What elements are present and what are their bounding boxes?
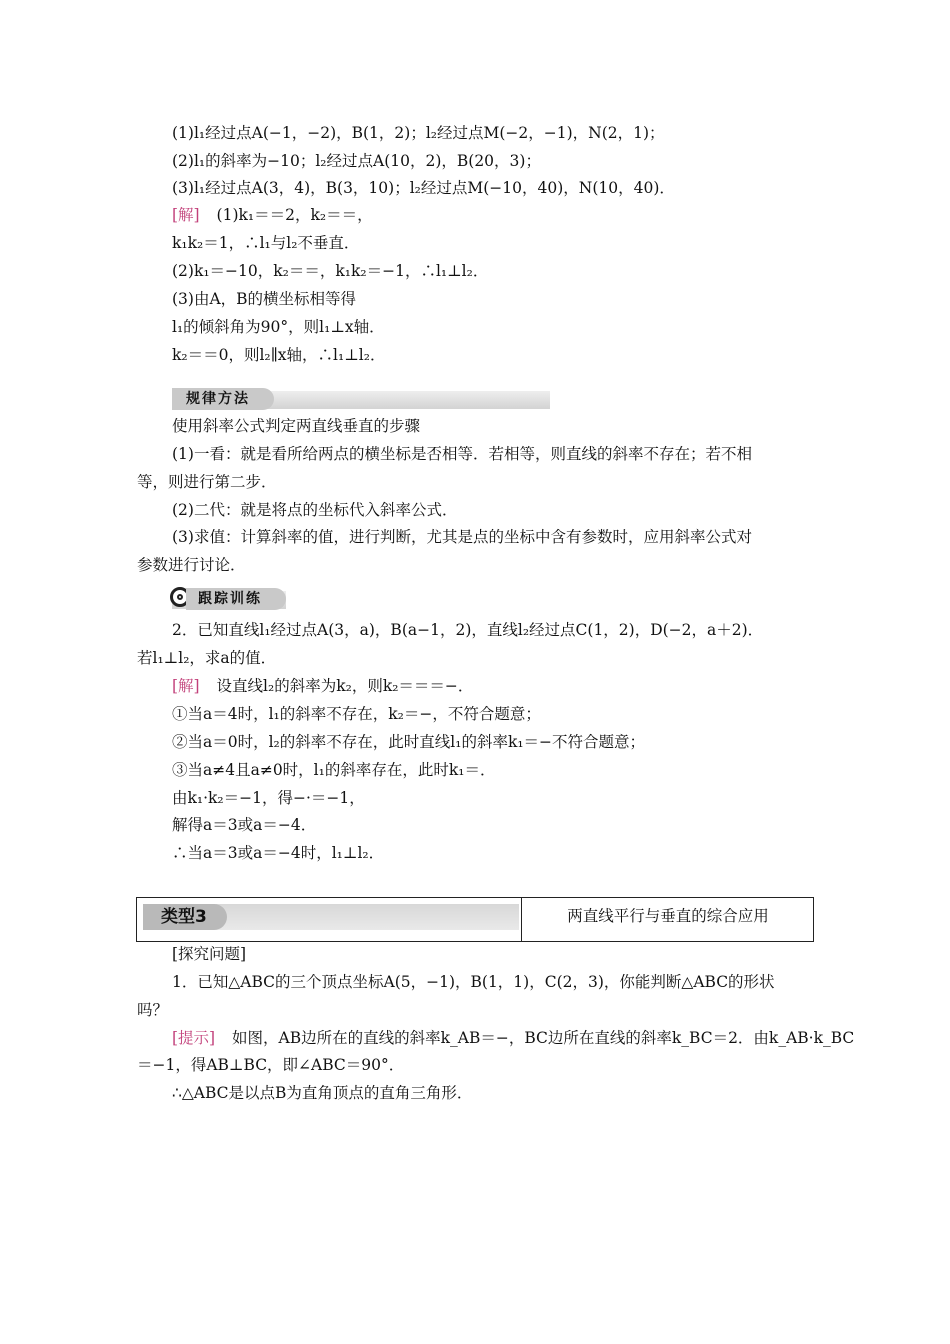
- text-line: 参数进行讨论．: [137, 556, 246, 574]
- text-line: ①当a＝4时，l₁的斜率不存在，k₂＝−，不符合题意；: [172, 705, 541, 723]
- text-line: 由k₁·k₂＝−1，得−·＝−1，: [172, 789, 365, 807]
- text-line: k₁k₂＝1，∴l₁与l₂不垂直．: [172, 234, 360, 252]
- solution-tag: [解]: [172, 206, 200, 224]
- solution-tag: [解]: [172, 677, 200, 695]
- text-line: 设直线l₂的斜率为k₂，则k₂＝＝＝−．: [216, 677, 474, 695]
- text-line: (1)k₁＝＝2，k₂＝＝，: [216, 206, 373, 224]
- method-banner-label: 规律方法: [172, 388, 274, 410]
- hint-tag: [提示]: [172, 1029, 216, 1047]
- hint-line: [172, 1028, 854, 1048]
- text-line: ＝−1，得AB⊥BC，即∠ABC＝90°．: [137, 1056, 405, 1074]
- text-line: ③当a≠4且a≠0时，l₁的斜率存在，此时k₁＝．: [172, 761, 496, 779]
- text-line: (3)l₁经过点A(3，4)，B(3，10)；l₂经过点M(−10，40)，N(10，40)．: [172, 179, 675, 197]
- type-label: 类型3: [143, 904, 227, 930]
- text-line: ∴当a＝3或a＝−4时，l₁⊥l₂．: [172, 844, 385, 862]
- text-line: (1)一看：就是看所给两点的横坐标是否相等．若相等，则直线的斜率不存在；若不相: [172, 445, 752, 463]
- text-line: 吗？: [137, 1001, 169, 1019]
- text-line: 解得a＝3或a＝−4．: [172, 816, 317, 834]
- type-title: 两直线平行与垂直的综合应用: [521, 898, 814, 941]
- text-line: ∴△ABC是以点B为直角顶点的直角三角形．: [172, 1084, 473, 1102]
- training-banner: [172, 591, 286, 609]
- text-line: (2)l₁的斜率为−10；l₂经过点A(10，2)，B(20，3)；: [172, 152, 541, 170]
- text-line: (3)由A，B的横坐标相等得: [172, 290, 357, 308]
- text-line: ②当a＝0时，l₂的斜率不存在，此时直线l₁的斜率k₁＝−不符合题意；: [172, 733, 646, 751]
- solution-line: [172, 676, 473, 696]
- type-header-box: [136, 897, 814, 942]
- text-line: 若l₁⊥l₂，求a的值．: [137, 649, 277, 667]
- text-line: (1)l₁经过点A(−1，−2)，B(1，2)；l₂经过点M(−2，−1)，N(2，1)；: [172, 124, 665, 142]
- text-line: (2)二代：就是将点的坐标代入斜率公式．: [172, 501, 458, 519]
- training-banner-label: 跟踪训练: [186, 588, 286, 610]
- text-line: 1．已知△ABC的三个顶点坐标A(5，−1)，B(1，1)，C(2，3)，你能判断△ABC的形状: [172, 973, 775, 991]
- text-line: [探究问题]: [172, 945, 247, 963]
- text-line: k₂＝＝0，则l₂∥x轴，∴l₁⊥l₂．: [172, 346, 386, 364]
- method-banner: [172, 391, 550, 409]
- text-line: 使用斜率公式判定两直线垂直的步骤: [172, 417, 421, 435]
- text-line: (3)求值：计算斜率的值，进行判断，尤其是点的坐标中含有参数时，应用斜率公式对: [172, 528, 752, 546]
- solution-line: [172, 205, 373, 225]
- text-line: 如图，AB边所在的直线的斜率k_AB＝−，BC边所在直线的斜率k_BC＝2．由k_AB·k_BC: [232, 1029, 855, 1047]
- text-line: (2)k₁＝−10，k₂＝＝，k₁k₂＝−1，∴l₁⊥l₂．: [172, 262, 489, 280]
- text-line: l₁的倾斜角为90°，则l₁⊥x轴．: [172, 318, 385, 336]
- text-line: 2．已知直线l₁经过点A(3，a)，B(a−1，2)，直线l₂经过点C(1，2)，D(−2，a＋2)．: [172, 621, 764, 639]
- type-label-band: [143, 904, 519, 930]
- text-line: 等，则进行第二步．: [137, 473, 277, 491]
